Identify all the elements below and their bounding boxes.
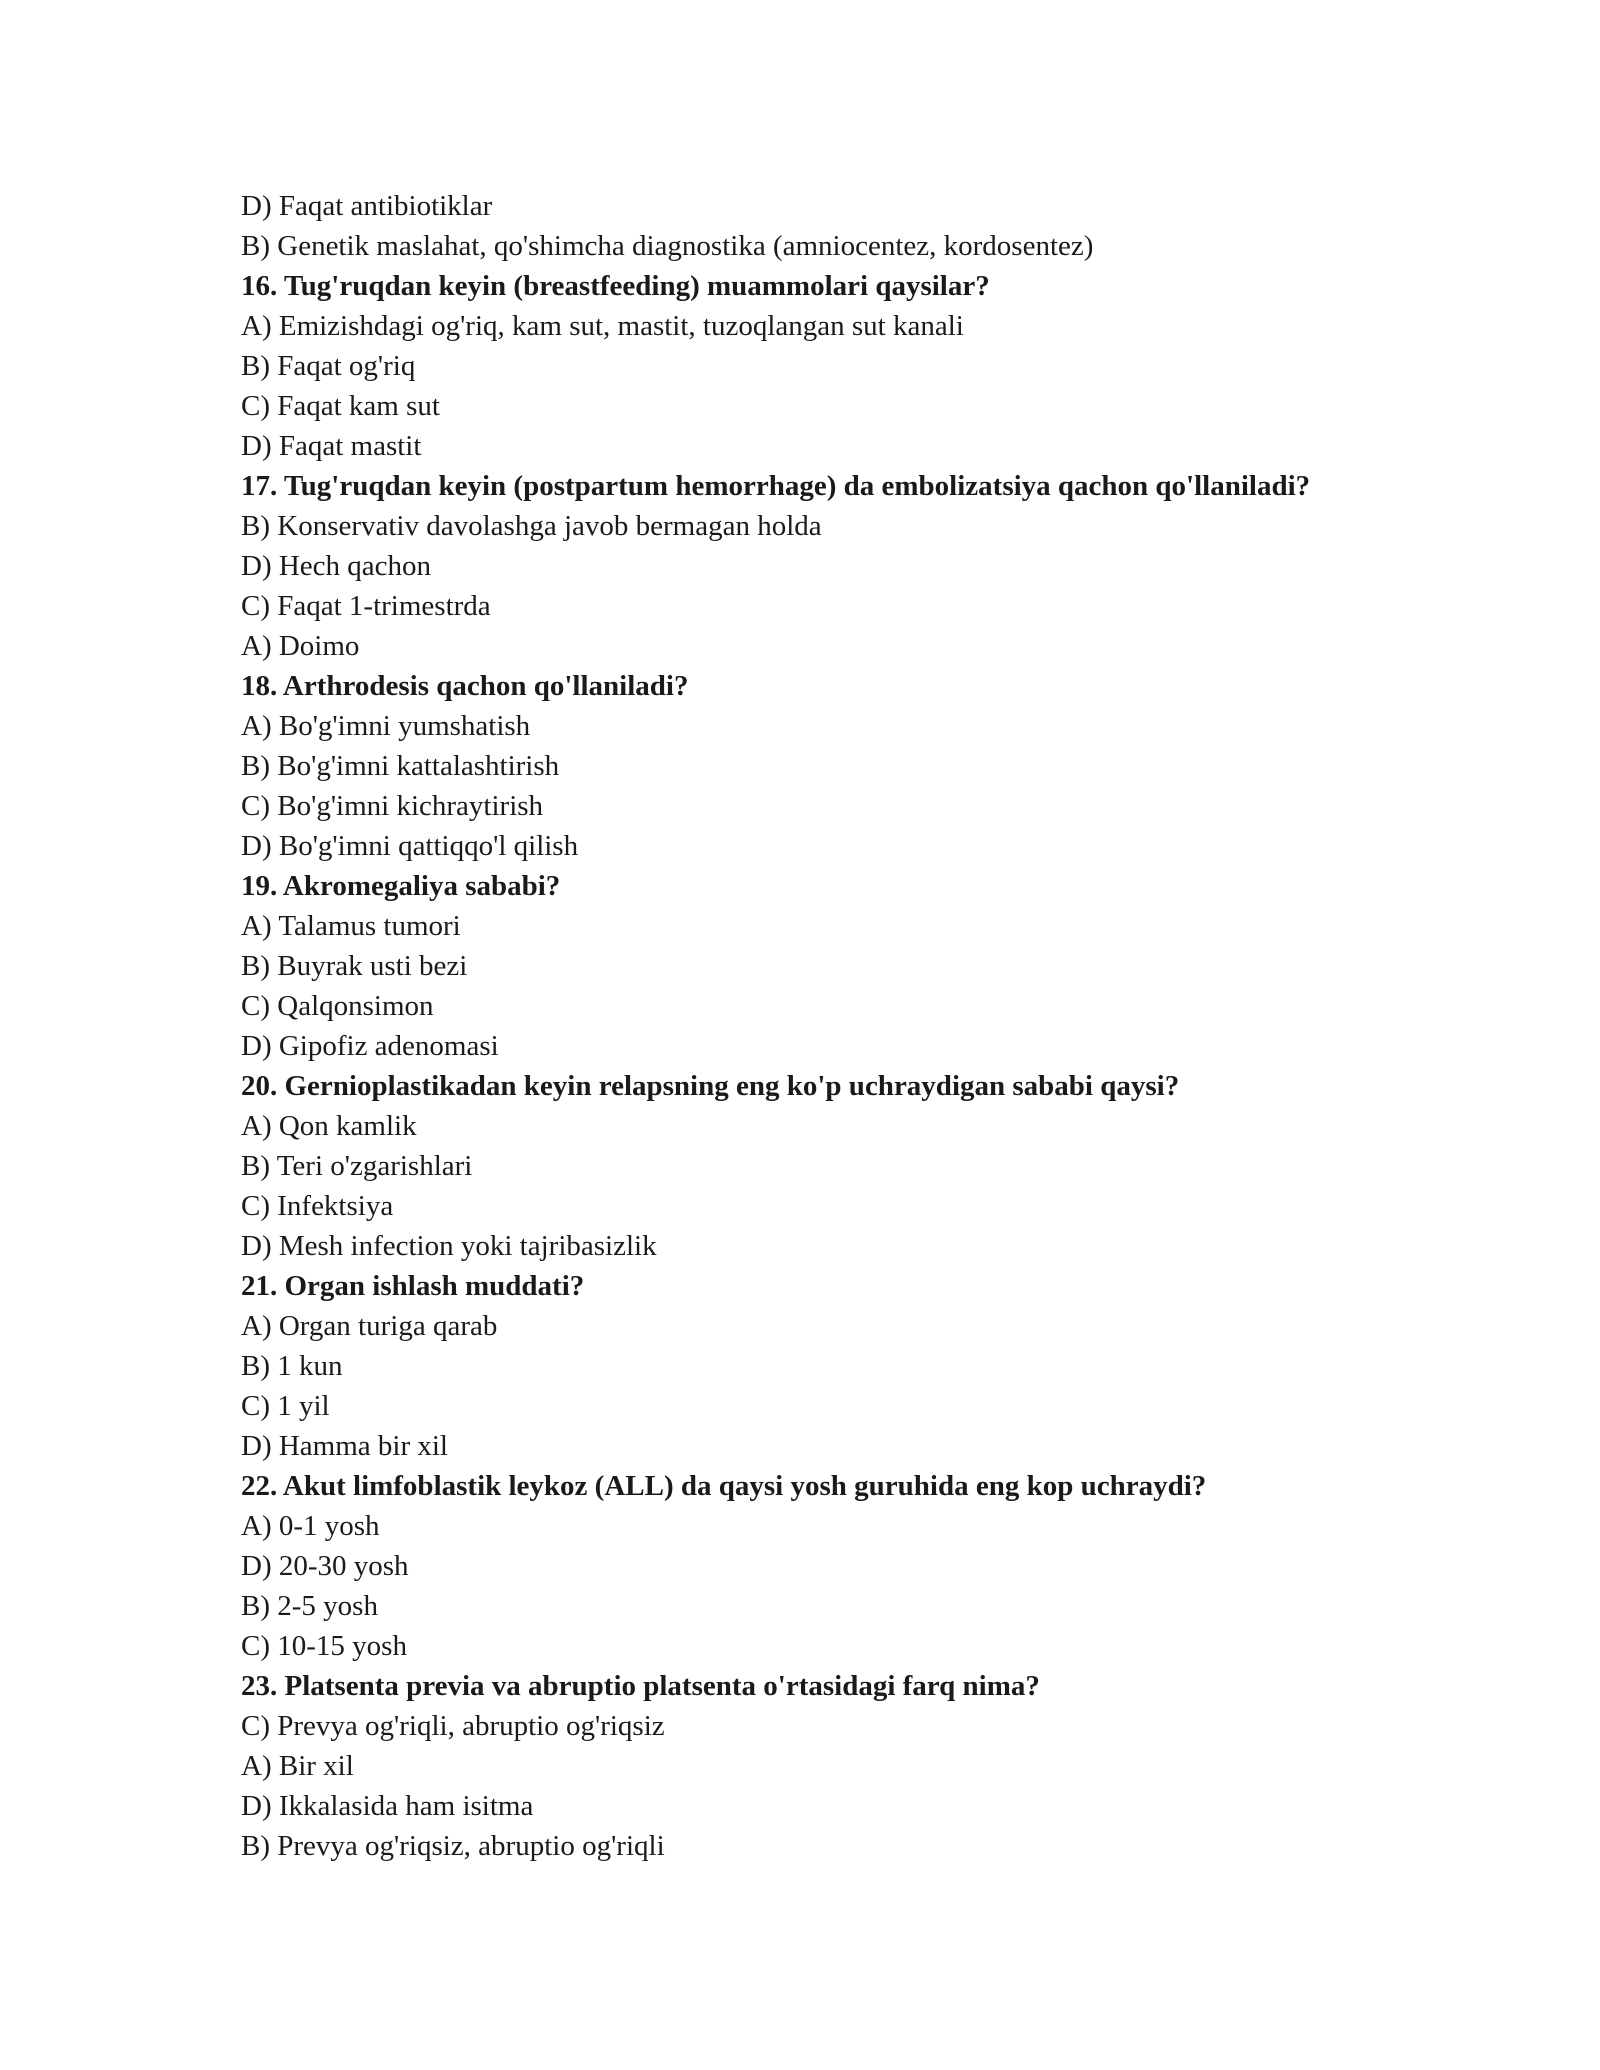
answer-option: D) 20-30 yosh [241, 1550, 409, 1582]
answer-option: B) Genetik maslahat, qo'shimcha diagnostika (amniocentez, kordosentez) [241, 230, 1094, 262]
answer-option: B) Teri o'zgarishlari [241, 1150, 473, 1182]
question-block-17 [241, 466, 1441, 666]
answer-option: C) 1 yil [241, 1390, 330, 1422]
answer-option: B) Bo'g'imni kattalashtirish [241, 750, 560, 782]
answer-option: D) Ikkalasida ham isitma [241, 1790, 534, 1822]
quiz-content [241, 186, 1441, 1866]
answer-option: D) Faqat mastit [241, 430, 422, 462]
question-block-18 [241, 666, 1441, 866]
question-text: 17. Tug'ruqdan keyin (postpartum hemorrhage) da embolizatsiya qachon qo'llaniladi? [241, 470, 1311, 502]
question-block-16 [241, 266, 1441, 466]
answer-option: C) Prevya og'riqli, abruptio og'riqsiz [241, 1710, 665, 1742]
answer-option: D) Hamma bir xil [241, 1430, 448, 1462]
question-text: 22. Akut limfoblastik leykoz (ALL) da qaysi yosh guruhida eng kop uchraydi? [241, 1470, 1207, 1502]
answer-option: B) 1 kun [241, 1350, 343, 1382]
question-block-21 [241, 1266, 1441, 1466]
answer-option: C) 10-15 yosh [241, 1630, 407, 1662]
answer-option: D) Bo'g'imni qattiqqo'l qilish [241, 830, 579, 862]
question-block-19 [241, 866, 1441, 1066]
question-text: 21. Organ ishlash muddati? [241, 1270, 585, 1302]
answer-option: D) Mesh infection yoki tajribasizlik [241, 1230, 657, 1262]
question-block-22 [241, 1466, 1441, 1666]
answer-option: C) Qalqonsimon [241, 990, 434, 1022]
answer-option: B) Faqat og'riq [241, 350, 416, 382]
lead-options [241, 186, 1441, 266]
answer-option: A) 0-1 yosh [241, 1510, 380, 1542]
answer-option: A) Emizishdagi og'riq, kam sut, mastit, tuzoqlangan sut kanali [241, 310, 964, 342]
question-text: 19. Akromegaliya sababi? [241, 870, 561, 902]
question-text: 20. Gernioplastikadan keyin relapsning eng ko'p uchraydigan sababi qaysi? [241, 1070, 1180, 1102]
answer-option: B) Prevya og'riqsiz, abruptio og'riqli [241, 1830, 665, 1862]
question-text: 16. Tug'ruqdan keyin (breastfeeding) muammolari qaysilar? [241, 270, 990, 302]
answer-option: B) Buyrak usti bezi [241, 950, 468, 982]
answer-option: B) Konservativ davolashga javob bermagan holda [241, 510, 822, 542]
question-text: 23. Platsenta previa va abruptio platsenta o'rtasidagi farq nima? [241, 1670, 1040, 1702]
question-block-23 [241, 1666, 1441, 1866]
answer-option: A) Qon kamlik [241, 1110, 417, 1142]
answer-option: A) Bo'g'imni yumshatish [241, 710, 531, 742]
answer-option: C) Faqat kam sut [241, 390, 440, 422]
answer-option: A) Bir xil [241, 1750, 354, 1782]
answer-option: A) Organ turiga qarab [241, 1310, 498, 1342]
question-block-20 [241, 1066, 1441, 1266]
answer-option: A) Doimo [241, 630, 360, 662]
answer-option: C) Infektsiya [241, 1190, 394, 1222]
answer-option: D) Hech qachon [241, 550, 432, 582]
answer-option: B) 2-5 yosh [241, 1590, 378, 1622]
answer-option: C) Bo'g'imni kichraytirish [241, 790, 544, 822]
answer-option: C) Faqat 1-trimestrda [241, 590, 491, 622]
answer-option: A) Talamus tumori [241, 910, 461, 942]
question-text: 18. Arthrodesis qachon qo'llaniladi? [241, 670, 689, 702]
answer-option: D) Gipofiz adenomasi [241, 1030, 499, 1062]
answer-option: D) Faqat antibiotiklar [241, 190, 493, 222]
